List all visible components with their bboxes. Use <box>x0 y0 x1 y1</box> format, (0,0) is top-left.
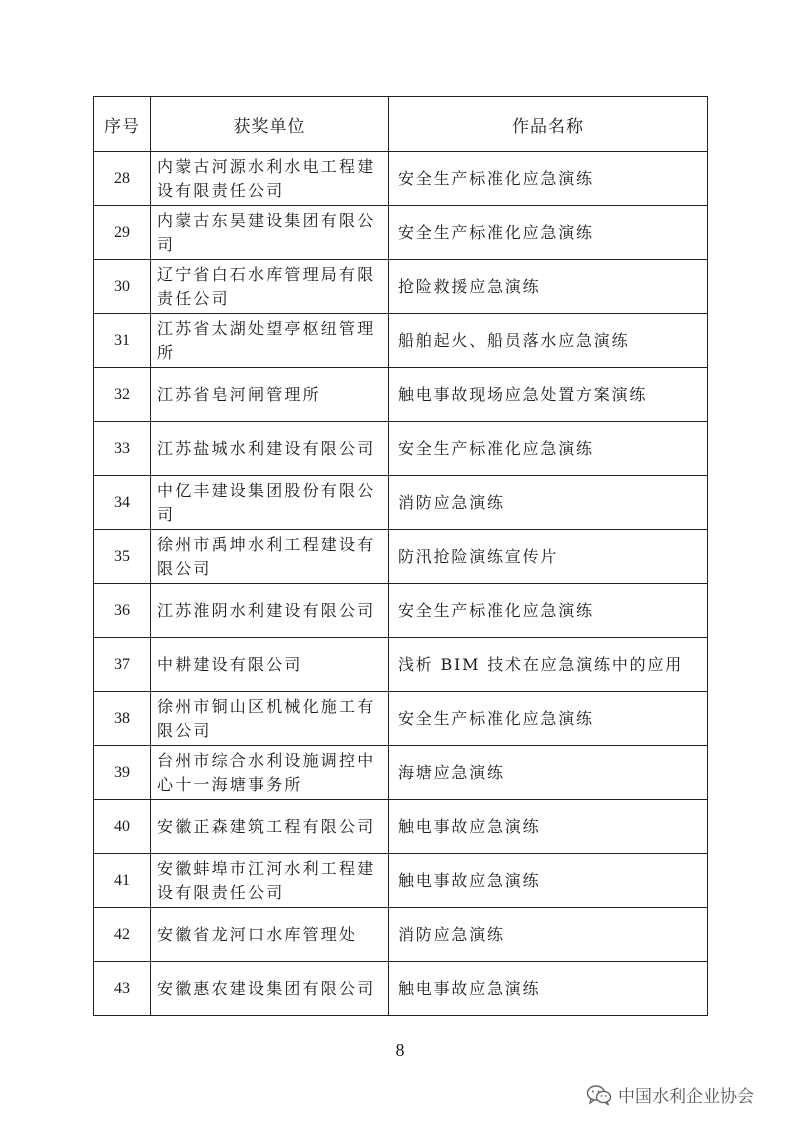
row-organization: 安徽正森建筑工程有限公司 <box>151 800 389 854</box>
table-row <box>94 476 708 530</box>
row-organization: 安徽省龙河口水库管理处 <box>151 908 389 962</box>
page-number: 8 <box>395 1040 405 1060</box>
header-organization: 获奖单位 <box>151 97 389 152</box>
row-work: 安全生产标准化应急演练 <box>389 206 708 260</box>
table-row <box>94 260 708 314</box>
row-organization: 中亿丰建设集团股份有限公司 <box>151 476 389 530</box>
row-work: 消防应急演练 <box>389 476 708 530</box>
table-row <box>94 152 708 206</box>
row-organization: 安徽惠农建设集团有限公司 <box>151 962 389 1016</box>
row-organization: 安徽蚌埠市江河水利工程建设有限责任公司 <box>151 854 389 908</box>
table-row <box>94 638 708 692</box>
row-work: 船舶起火、船员落水应急演练 <box>389 314 708 368</box>
row-number: 30 <box>94 260 151 314</box>
row-work: 海塘应急演练 <box>389 746 708 800</box>
table-row <box>94 692 708 746</box>
row-work: 触电事故现场应急处置方案演练 <box>389 368 708 422</box>
row-work: 安全生产标准化应急演练 <box>389 152 708 206</box>
row-number: 37 <box>94 638 151 692</box>
row-work: 抢险救援应急演练 <box>389 260 708 314</box>
row-number: 32 <box>94 368 151 422</box>
table-row <box>94 530 708 584</box>
row-organization: 徐州市铜山区机械化施工有限公司 <box>151 692 389 746</box>
row-number: 29 <box>94 206 151 260</box>
row-number: 31 <box>94 314 151 368</box>
row-work: 触电事故应急演练 <box>389 800 708 854</box>
wechat-watermark <box>586 1082 754 1107</box>
wechat-icon <box>586 1084 612 1106</box>
row-work: 安全生产标准化应急演练 <box>389 584 708 638</box>
row-work: 消防应急演练 <box>389 908 708 962</box>
row-work: 防汛抢险演练宣传片 <box>389 530 708 584</box>
table-row <box>94 746 708 800</box>
table-row <box>94 854 708 908</box>
row-number: 42 <box>94 908 151 962</box>
row-organization: 江苏盐城水利建设有限公司 <box>151 422 389 476</box>
row-number: 39 <box>94 746 151 800</box>
row-work: 浅析 BIM 技术在应急演练中的应用 <box>389 638 708 692</box>
row-organization: 内蒙古河源水利水电工程建设有限责任公司 <box>151 152 389 206</box>
row-number: 38 <box>94 692 151 746</box>
row-organization: 江苏淮阴水利建设有限公司 <box>151 584 389 638</box>
row-work: 安全生产标准化应急演练 <box>389 692 708 746</box>
watermark-text: 中国水利企业协会 <box>618 1087 754 1107</box>
row-work: 触电事故应急演练 <box>389 962 708 1016</box>
row-organization: 中耕建设有限公司 <box>151 638 389 692</box>
row-number: 41 <box>94 854 151 908</box>
table-row <box>94 422 708 476</box>
table-row <box>94 206 708 260</box>
table-header-row <box>94 97 708 152</box>
row-number: 35 <box>94 530 151 584</box>
row-organization: 内蒙古东昊建设集团有限公司 <box>151 206 389 260</box>
awards-table <box>93 96 708 1016</box>
row-number: 36 <box>94 584 151 638</box>
row-number: 43 <box>94 962 151 1016</box>
table-row <box>94 908 708 962</box>
row-work: 安全生产标准化应急演练 <box>389 422 708 476</box>
row-number: 28 <box>94 152 151 206</box>
row-organization: 徐州市禹坤水利工程建设有限公司 <box>151 530 389 584</box>
table-row <box>94 584 708 638</box>
row-number: 40 <box>94 800 151 854</box>
header-work: 作品名称 <box>389 97 708 152</box>
row-organization: 江苏省太湖处望亭枢纽管理所 <box>151 314 389 368</box>
row-organization: 辽宁省白石水库管理局有限责任公司 <box>151 260 389 314</box>
header-no: 序号 <box>94 97 151 152</box>
table-row <box>94 800 708 854</box>
table-row <box>94 314 708 368</box>
table-body <box>94 152 708 1016</box>
table-row <box>94 962 708 1016</box>
row-work: 触电事故应急演练 <box>389 854 708 908</box>
row-organization: 台州市综合水利设施调控中心十一海塘事务所 <box>151 746 389 800</box>
row-organization: 江苏省皂河闸管理所 <box>151 368 389 422</box>
row-number: 33 <box>94 422 151 476</box>
table-row <box>94 368 708 422</box>
row-number: 34 <box>94 476 151 530</box>
